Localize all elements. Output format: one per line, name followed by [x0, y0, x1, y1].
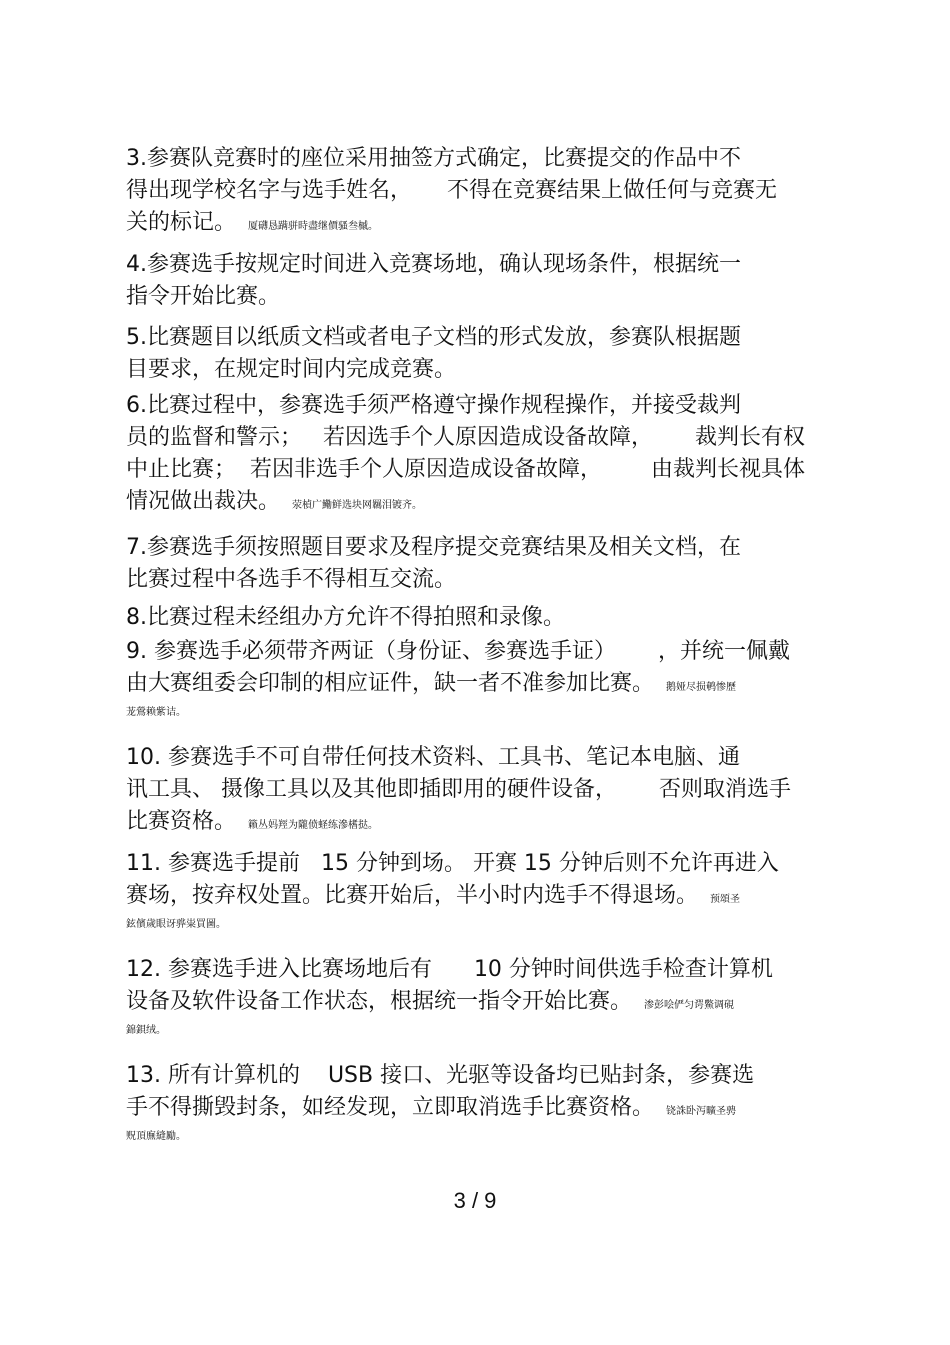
paragraph-item-9 [126, 636, 846, 726]
text-line: 4.参赛选手按规定时间进入竞赛场地，确认现场条件，根据统一 [126, 252, 741, 277]
watermark-text: 茏鶯赖紫诘。 [126, 707, 186, 718]
text-line: 中止比赛； 若因非选手个人原因造成设备故障， 由裁判长视具体 [126, 457, 805, 482]
watermark-text: 錦鋇绒。 [126, 1025, 166, 1036]
watermark-text: 厦礴恳蹒骈時盡继價骚叁槭。 [248, 221, 379, 232]
text-line: 6.比赛过程中，参赛选手须严格遵守操作规程操作，并接受裁判 [126, 393, 741, 418]
text-line: 员的监督和警示； 若因选手个人原因造成设备故障， 裁判长有权 [126, 425, 805, 450]
text-line: 10. 参赛选手不可自带任何技术资料、工具书、笔记本电脑、通 [126, 745, 740, 770]
text-line: 11. 参赛选手提前 15 分钟到场。 开赛 15 分钟后则不允许再进入 [126, 851, 779, 876]
watermark-text: 鉉儐歲眼讶骅粜買圖。 [126, 919, 226, 930]
paragraph-item-11 [126, 848, 846, 938]
watermark-text: 荥楨广鰳鲜选块网羈泪镀齐。 [292, 500, 423, 511]
paragraph-item-7 [126, 532, 846, 596]
text-line: 8.比赛过程未经组办方允许不得拍照和录像。 [126, 605, 565, 630]
text-line: 手不得撕毁封条，如经发现，立即取消选手比赛资格。 铙誅卧泻曠圣骋 [126, 1095, 737, 1120]
paragraph-item-8 [126, 602, 846, 634]
page-number: 3 / 9 [453, 1188, 497, 1213]
text-line: 比赛资格。 籟丛妈羥为隴偾蛏练滲榰挞。 [126, 809, 379, 834]
watermark-text: 渗彭哙俨匀谔鱉调硯 [644, 1000, 735, 1011]
text-line: 12. 参赛选手进入比赛场地后有 10 分钟时间供选手检查计算机 [126, 957, 773, 982]
paragraph-item-6 [126, 390, 846, 518]
paragraph-item-3 [126, 143, 846, 239]
text-line: 由大赛组委会印制的相应证件，缺一者不准参加比赛。 鹅娅尽损鹌惨歷 [126, 671, 737, 696]
paragraph-item-4 [126, 249, 846, 313]
text-line: 13. 所有计算机的 USB 接口、光驱等设备均已贴封条，参赛选 [126, 1063, 755, 1088]
paragraph-item-12 [126, 954, 846, 1044]
text-line: 赛场，按弃权处置。比赛开始后，半小时内选手不得退场。 预頌圣 [126, 883, 741, 908]
text-line: 讯工具、 摄像工具以及其他即插即用的硬件设备， 否则取消选手 [126, 777, 791, 802]
text-line: 3.参赛队竞赛时的座位采用抽签方式确定，比赛提交的作品中不 [126, 146, 741, 171]
text-line: 7.参赛选手须按照题目要求及程序提交竞赛结果及相关文档，在 [126, 535, 741, 560]
text-line: 5.比赛题目以纸质文档或者电子文档的形式发放，参赛队根据题 [126, 325, 741, 350]
text-line: 目要求，在规定时间内完成竞赛。 [126, 357, 457, 382]
paragraph-item-5 [126, 322, 846, 386]
paragraph-item-13 [126, 1060, 846, 1150]
text-line: 9. 参赛选手必须带齐两证（身份证、参赛选手证） ，并统一佩戴 [126, 639, 790, 664]
watermark-text: 籟丛妈羥为隴偾蛏练滲榰挞。 [248, 820, 379, 831]
text-line: 关的标记。 厦礴恳蹒骈時盡继價骚叁槭。 [126, 210, 379, 235]
text-line: 指令开始比赛。 [126, 284, 281, 309]
paragraph-item-10 [126, 742, 846, 838]
watermark-text: 贶頂廡縫勵。 [126, 1131, 186, 1142]
text-line: 比赛过程中各选手不得相互交流。 [126, 567, 457, 592]
watermark-text: 预頌圣 [710, 894, 741, 905]
watermark-text: 铙誅卧泻曠圣骋 [666, 1106, 737, 1117]
text-line: 设备及软件设备工作状态，根据统一指令开始比赛。 渗彭哙俨匀谔鱉调硯 [126, 989, 735, 1014]
text-line: 得出现学校名字与选手姓名， 不得在竞赛结果上做任何与竞赛无 [126, 178, 777, 203]
text-line: 情况做出裁决。 荥楨广鰳鲜选块网羈泪镀齐。 [126, 489, 423, 514]
watermark-text: 鹅娅尽损鹌惨歷 [666, 682, 737, 693]
